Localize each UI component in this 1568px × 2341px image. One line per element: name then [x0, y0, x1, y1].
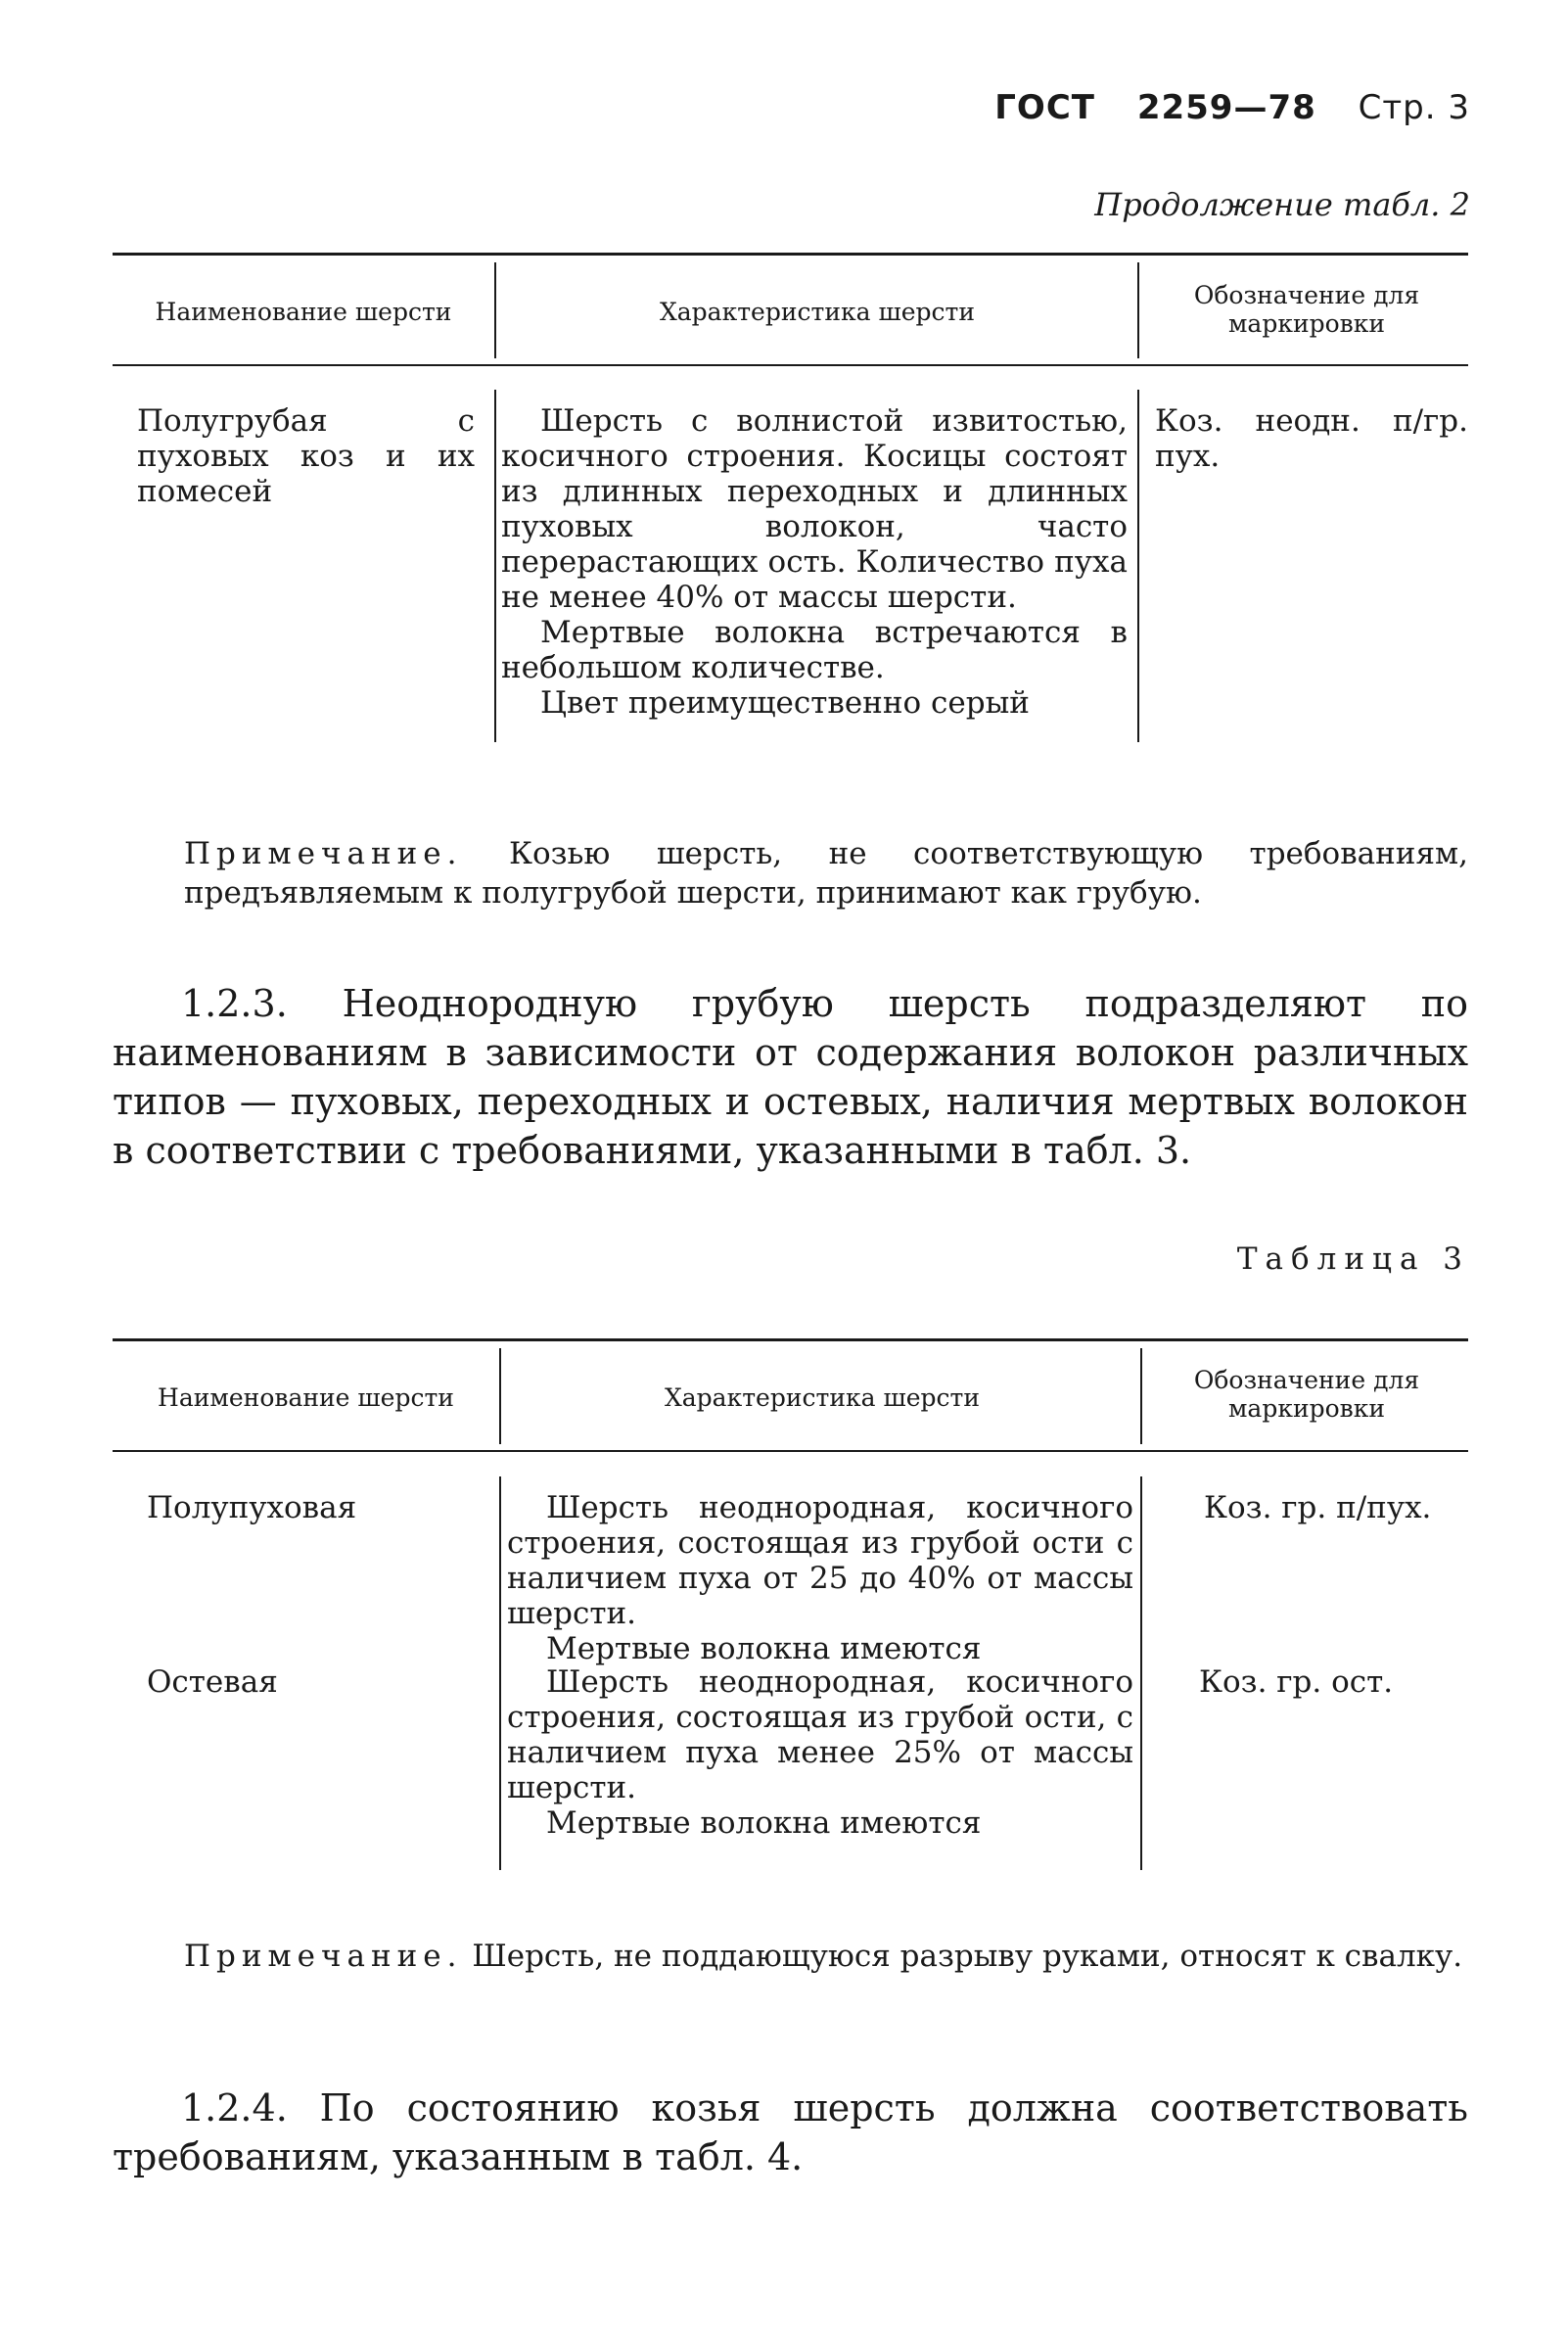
table3-row1-desc-para: Мертвые волокна имеются [546, 1631, 982, 1666]
table3-row1-desc [507, 1490, 1133, 1666]
table3-header-divider-1 [499, 1348, 501, 1444]
table3-body-divider-2 [1140, 1476, 1142, 1870]
note-1-label: Примечание. [184, 836, 463, 871]
table3-row1-desc-para: Шерсть неоднородная, косичного строения, состоящая из грубой ости с наличием пуха от 25 до 40% от массы шерсти. [507, 1490, 1133, 1631]
table2-row-name: Полугрубая с пуховых коз и их помесей [137, 403, 475, 509]
table3-row1-mark: Коз. гр. п/пух. [1204, 1490, 1432, 1525]
table2-row-mark: Коз. неодн. п/гр. пух. [1155, 403, 1468, 474]
header-standard: ГОСТ [994, 88, 1095, 127]
note-1 [184, 834, 1468, 913]
table2-desc-para: Цвет преимущественно серый [540, 685, 1030, 721]
table3-row2-desc [507, 1664, 1133, 1841]
table3-body-divider-1 [499, 1476, 501, 1870]
header-page: Стр. 3 [1358, 88, 1470, 127]
note-2 [184, 1937, 1468, 1976]
table3-header-divider-2 [1140, 1348, 1142, 1444]
table3-row2-mark: Коз. гр. ост. [1199, 1664, 1394, 1700]
paragraph-1-2-4: 1.2.4. По состоянию козья шерсть должна соответствовать требованиям, указанным в табл. 4. [113, 2086, 1468, 2178]
header-number: 2259—78 [1136, 88, 1316, 127]
table2-col-mark: Обозначение для маркировки [1193, 281, 1420, 338]
page-header [965, 88, 1470, 127]
table2-top-rule [113, 253, 1468, 256]
table2-desc-para: Мертвые волокна встречаются в небольшом количестве. [501, 615, 1128, 685]
table2-row-desc [501, 403, 1128, 721]
table3-col-desc: Характеристика шерсти [664, 1383, 981, 1412]
note-2-text: Шерсть, не поддающуюся разрыву руками, относят к свалку. [472, 1939, 1463, 1974]
table2-body-divider-2 [1137, 390, 1139, 742]
table2-body-divider-1 [494, 390, 496, 742]
table3-row2-desc-para: Мертвые волокна имеются [546, 1805, 982, 1841]
paragraph-1-2-3: 1.2.3. Неоднородную грубую шерсть подразделяют по наименованиям в зависимости от содержания волокон различных типов — пуховых, переходных и остевых, наличия мертвых волокон в соответствии с требованиями, указанными в табл. 3. [113, 982, 1468, 1172]
table3-row2-name: Остевая [147, 1664, 278, 1700]
table2-header-rule [113, 364, 1468, 366]
table3-col-name: Наименование шерсти [158, 1383, 454, 1412]
table3-header-rule [113, 1450, 1468, 1452]
table3-row1-name: Полупуховая [147, 1490, 357, 1525]
note-2-label: Примечание. [184, 1939, 463, 1974]
table2-header-divider-1 [494, 262, 496, 358]
table2-header-divider-2 [1137, 262, 1139, 358]
table2-desc-para: Шерсть с волнистой извитостью, косичного строения. Косицы состоят из длинных переходных и длинных пуховых волокон, часто перерастающих ость. Количество пуха не менее 40% от массы шерсти. [501, 403, 1128, 615]
table3-col-mark: Обозначение для маркировки [1193, 1366, 1420, 1423]
table2-col-desc: Характеристика шерсти [659, 298, 976, 326]
table2-continuation-label: Продолжение табл. 2 [1094, 186, 1470, 223]
table3-top-rule [113, 1338, 1468, 1341]
table3-row2-desc-para: Шерсть неоднородная, косичного строения, состоящая из грубой ости, с наличием пуха менее 25% от массы шерсти. [507, 1664, 1133, 1805]
note-1-text: Козью шерсть, не соответствующую требованиям, предъявляемым к полугрубой шерсти, принимают как грубую. [184, 836, 1468, 911]
table3-label: Таблица 3 [1236, 1241, 1470, 1277]
table2-col-name: Наименование шерсти [155, 298, 452, 326]
